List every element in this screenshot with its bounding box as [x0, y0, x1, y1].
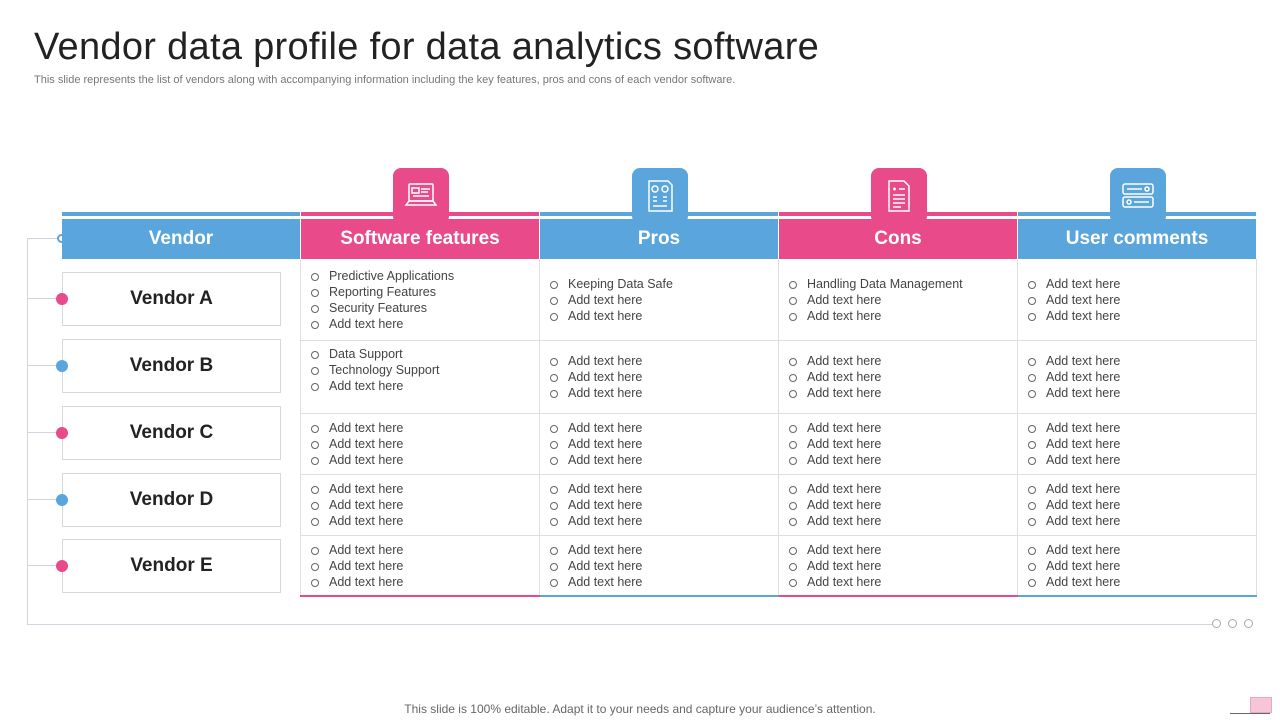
list-item: Add text here [311, 420, 539, 436]
list-item: Add text here [1028, 436, 1256, 452]
list-item: Reporting Features [311, 284, 539, 300]
list-item: Add text here [311, 497, 539, 513]
vendor-a-dot [56, 293, 68, 305]
row-b-pros-cell [539, 340, 778, 413]
column-header-vendor: Vendor [62, 219, 300, 259]
row-e-features-cell [300, 535, 539, 596]
pagination-dots-icon [1212, 619, 1253, 628]
list-item: Add text here [1028, 420, 1256, 436]
row-b-features-cell [300, 340, 539, 400]
column-header-user-comments: User comments [1018, 219, 1256, 259]
list-item: Add text here [789, 420, 1017, 436]
list-item: Add text here [1028, 385, 1256, 401]
list-item: Add text here [550, 353, 778, 369]
list-item: Add text here [311, 436, 539, 452]
list-item: Add text here [311, 481, 539, 497]
row-b-cons-cell [778, 340, 1017, 413]
list-item: Add text here [550, 452, 778, 468]
frame-bottom-line [27, 624, 1217, 625]
list-item: Predictive Applications [311, 268, 539, 284]
laptop-chart-icon [393, 168, 449, 224]
list-item: Add text here [1028, 452, 1256, 468]
list-item: Add text here [789, 292, 1017, 308]
list-item: Add text here [1028, 292, 1256, 308]
list-item: Add text here [789, 308, 1017, 324]
list-item: Add text here [550, 292, 778, 308]
row-c-comments-cell [1017, 413, 1256, 474]
list-item: Add text here [550, 542, 778, 558]
list-item: Add text here [789, 385, 1017, 401]
row-d-comments-cell [1017, 474, 1256, 535]
list-item: Add text here [550, 436, 778, 452]
row-a-comments-cell [1017, 259, 1256, 340]
vendor-c-label: Vendor C [62, 406, 281, 460]
row-c-cons-cell [778, 413, 1017, 474]
list-item: Add text here [789, 497, 1017, 513]
row-c-features-cell [300, 413, 539, 474]
list-item: Add text here [1028, 276, 1256, 292]
row-a-pros-cell [539, 259, 778, 340]
list-item: Add text here [789, 452, 1017, 468]
row-e-comments-cell [1017, 535, 1256, 596]
chat-bubbles-icon [1110, 168, 1166, 224]
list-item: Add text here [789, 369, 1017, 385]
column-header-pros: Pros [540, 219, 778, 259]
vendor-b-label: Vendor B [62, 339, 281, 393]
page-subtitle: This slide represents the list of vendors along with accompanying information including the key features, pros and cons of each vendor software. [34, 74, 736, 86]
list-item: Add text here [550, 481, 778, 497]
vendor-c-dot [56, 427, 68, 439]
checklist-document-icon [871, 168, 927, 224]
frame-left-line [27, 238, 28, 624]
list-item: Add text here [1028, 513, 1256, 529]
list-item: Add text here [789, 558, 1017, 574]
list-item: Add text here [550, 369, 778, 385]
list-item: Add text here [789, 481, 1017, 497]
list-item: Add text here [789, 574, 1017, 590]
list-item: Add text here [550, 420, 778, 436]
row-b-comments-cell [1017, 340, 1256, 413]
list-item: Add text here [789, 353, 1017, 369]
list-item: Add text here [550, 513, 778, 529]
vendor-a-label: Vendor A [62, 272, 281, 326]
calculator-document-icon [632, 168, 688, 224]
vendor-e-label: Vendor E [62, 539, 281, 593]
list-item: Add text here [1028, 574, 1256, 590]
list-item: Add text here [311, 574, 539, 590]
list-item: Add text here [789, 513, 1017, 529]
list-item: Add text here [1028, 308, 1256, 324]
row-e-cons-cell [778, 535, 1017, 596]
row-a-features-cell [300, 259, 539, 340]
list-item: Add text here [311, 316, 539, 332]
list-item: Add text here [789, 436, 1017, 452]
vendor-d-label: Vendor D [62, 473, 281, 527]
slide-corner-icon [1250, 697, 1272, 713]
row-d-features-cell [300, 474, 539, 535]
list-item: Add text here [311, 452, 539, 468]
list-item: Add text here [550, 558, 778, 574]
list-item: Add text here [1028, 542, 1256, 558]
row-d-pros-cell [539, 474, 778, 535]
list-item: Add text here [311, 558, 539, 574]
row-c-pros-cell [539, 413, 778, 474]
corner-underline [1230, 713, 1270, 714]
list-item: Data Support [311, 346, 539, 362]
vendor-b-dot [56, 360, 68, 372]
list-item: Handling Data Management [789, 276, 1017, 292]
list-item: Add text here [550, 574, 778, 590]
list-item: Add text here [1028, 481, 1256, 497]
list-item: Add text here [550, 497, 778, 513]
row-d-cons-cell [778, 474, 1017, 535]
row-e-pros-cell [539, 535, 778, 596]
list-item: Add text here [1028, 497, 1256, 513]
list-item: Add text here [1028, 353, 1256, 369]
footer-note: This slide is 100% editable. Adapt it to your needs and capture your audience’s attention. [404, 702, 876, 716]
frame-top-connector [27, 238, 61, 239]
list-item: Security Features [311, 300, 539, 316]
list-item: Add text here [1028, 558, 1256, 574]
list-item: Add text here [311, 542, 539, 558]
list-item: Add text here [311, 378, 539, 394]
list-item: Add text here [311, 513, 539, 529]
list-item: Add text here [789, 542, 1017, 558]
column-header-cons: Cons [779, 219, 1017, 259]
list-item: Technology Support [311, 362, 539, 378]
vendor-header-topline [62, 212, 300, 216]
list-item: Add text here [550, 308, 778, 324]
vendor-e-dot [56, 560, 68, 572]
list-item: Add text here [550, 385, 778, 401]
vendor-d-dot [56, 494, 68, 506]
column-header-software-features: Software features [301, 219, 539, 259]
list-item: Add text here [1028, 369, 1256, 385]
row-a-cons-cell [778, 259, 1017, 340]
page-title: Vendor data profile for data analytics software [34, 26, 820, 68]
list-item: Keeping Data Safe [550, 276, 778, 292]
